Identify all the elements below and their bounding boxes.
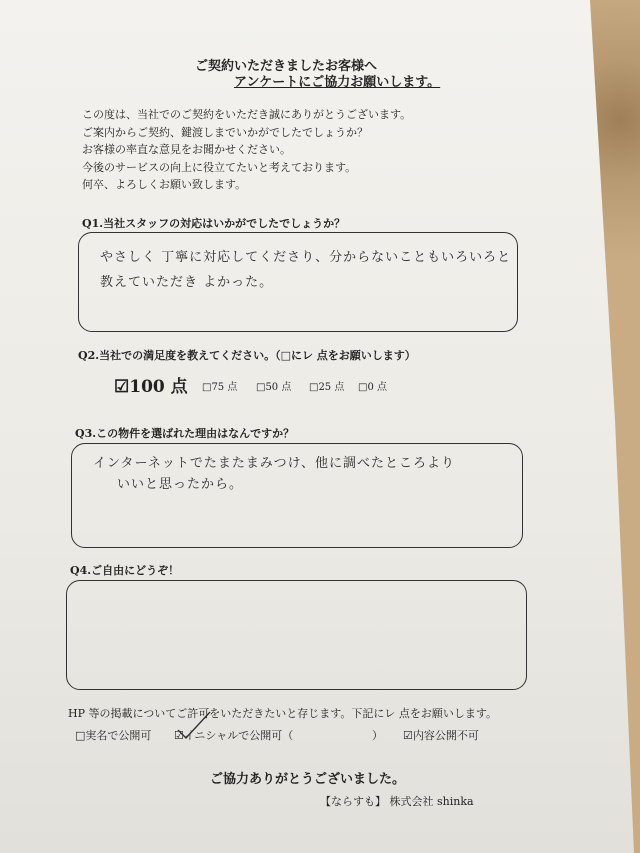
q3-answer-line-2: いいと思ったから。 (117, 477, 244, 492)
q2-option-0[interactable]: □0 点 (358, 382, 387, 393)
q1-answer-line-2: 教えていただき よかった。 (100, 275, 274, 290)
intro-line: 何卒、よろしくお願い致します。 (82, 178, 247, 191)
q1-answer-line-1: やさしく 丁寧に対応してくださり、分からないこともいろいろと (100, 250, 512, 265)
q4-answer-box[interactable] (66, 580, 527, 690)
title-line-1: ご契約いただきましたお客様へ (195, 59, 378, 74)
q2-option-25[interactable]: □25 点 (309, 382, 345, 393)
q2-option-75[interactable]: □75 点 (202, 382, 238, 393)
title-line-2: アンケートにご協力お願いします。 (234, 75, 441, 90)
handwritten-check-icon (176, 710, 216, 740)
company-name: 【ならすも】 株式会社 shinka (320, 795, 474, 808)
q2-option-100[interactable]: ☑100 点 (114, 377, 188, 397)
intro-line: ご案内からご契約、鍵渡しまでいかがでしたでしょうか？ (82, 125, 368, 139)
intro-line: お客様の率直な意見をお聞かせください。 (82, 143, 291, 156)
q2-question: Q2.当社での満足度を教えてください。（□にレ 点をお願いします） (78, 349, 416, 362)
q3-answer-line-1: インターネットでたまたまみつけ、他に調べたところより (93, 456, 456, 471)
q4-question: Q4.ご自由にどうぞ！ (70, 564, 180, 577)
hp-option-initial-close: ） (372, 729, 383, 742)
hp-statement: HP 等の掲載についてご許可をいただきたいと存じます。下記にレ 点をお願いします。 (68, 707, 498, 720)
intro-text (82, 106, 411, 194)
q2-option-50[interactable]: □50 点 (256, 382, 292, 393)
hp-option-private[interactable]: ☑内容公開不可 (403, 729, 479, 742)
thanks-text: ご協力ありがとうございました。 (210, 772, 406, 787)
intro-line: 今後のサービスの向上に役立てたいと考えております。 (82, 160, 357, 174)
hp-option-real-name[interactable]: □実名で公開可 (75, 729, 152, 742)
q1-question: Q1.当社スタッフの対応はいかがでしたでしょうか？ (82, 217, 346, 230)
q3-question: Q3.この物件を選ばれた理由はなんですか？ (75, 427, 295, 440)
intro-line: この度は、当社でのご契約をいただき誠にありがとうございます。 (82, 108, 412, 121)
hp-option-initial[interactable]: ☑イニシャルで公開可（ (174, 729, 294, 742)
